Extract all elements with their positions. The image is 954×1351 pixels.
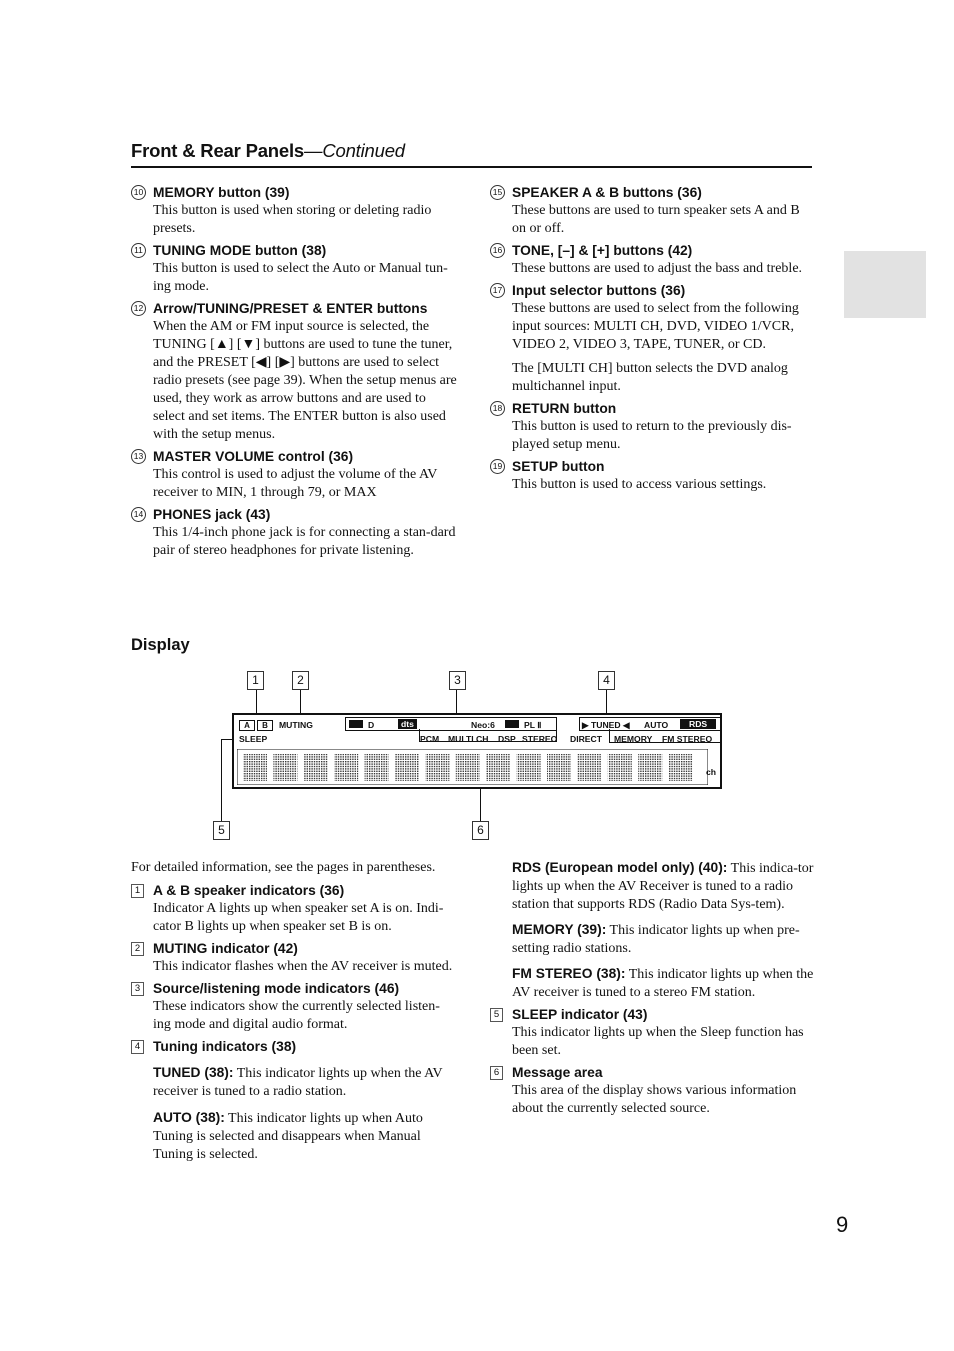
sub-paragraph <box>490 921 814 958</box>
sub-text: This indicator lights up when Auto Tuning is selected and disappears when Manual Tuning is selected. <box>153 1111 423 1162</box>
character-cell <box>304 754 328 781</box>
item-body: This button is used to access various settings. <box>512 477 767 492</box>
item-number: 6 <box>490 1066 503 1080</box>
fm-stereo-indicator: FM STEREO <box>662 734 713 744</box>
item-title: Source/listening mode indicators (46) <box>153 981 400 996</box>
item-title: RETURN button <box>512 401 617 416</box>
dts-indicator: dts <box>398 719 417 729</box>
ch-indicator: ch <box>706 767 717 777</box>
item-title: MEMORY button (39) <box>153 185 290 200</box>
list-item <box>131 300 457 444</box>
item-body: When the AM or FM input source is selected, the TUNING [▲] [▼] buttons are used to tune the tuner, and the PRESET [◀] [▶] buttons are used to select radio presets (see page 39). When the setup menus are used, they work as arrow buttons and are used to select and set items. The ENTER button is also used with the setup menus. <box>153 319 457 442</box>
left-column <box>131 184 457 564</box>
character-cell <box>395 754 419 781</box>
list-item <box>131 184 457 238</box>
list-item <box>131 506 457 560</box>
speaker-a-indicator: A <box>239 720 255 731</box>
list-item <box>490 458 814 494</box>
item-title: A & B speaker indicators (36) <box>153 883 345 898</box>
list-item <box>490 400 814 454</box>
list-item <box>131 242 457 296</box>
item-number: 4 <box>131 1040 144 1054</box>
header-rule <box>131 166 812 168</box>
pcm-indicator: PCM <box>420 734 440 744</box>
list-item <box>131 882 457 936</box>
item-body: These buttons are used to select from the following input sources: MULTI CH, DVD, VIDEO 1/VCR, VIDEO 2, VIDEO 3, TAPE, TUNER, or CD. <box>512 301 799 352</box>
item-number: 2 <box>131 942 144 956</box>
item-number: 11 <box>131 243 146 258</box>
item-body: This button is used to select the Auto or Manual tun-ing mode. <box>153 261 448 294</box>
header-continued: —Continued <box>304 140 405 161</box>
sub-paragraph <box>490 965 814 1002</box>
pl2-indicator: PL Ⅱ <box>524 720 542 730</box>
list-item <box>490 1064 814 1118</box>
item-title: Input selector buttons (36) <box>512 283 686 298</box>
item-body: This button is used when storing or deleting radio presets. <box>153 203 432 236</box>
item-body: This indicator lights up when the Sleep function has been set. <box>512 1025 804 1058</box>
sub-paragraph <box>153 1064 457 1101</box>
stereo-indicator: STEREO <box>522 734 558 744</box>
character-cell <box>547 754 571 781</box>
character-cell <box>486 754 510 781</box>
character-cell <box>669 754 693 781</box>
display-heading: Display <box>131 636 190 654</box>
leader-line-5 <box>221 739 222 821</box>
item-title: MASTER VOLUME control (36) <box>153 449 354 464</box>
character-cell <box>425 754 449 781</box>
page-number: 9 <box>836 1212 849 1237</box>
item-number: 12 <box>131 301 146 316</box>
character-cell <box>608 754 632 781</box>
item-body: These buttons are used to turn speaker sets A and B on or off. <box>512 203 800 236</box>
item-number: 16 <box>490 243 505 258</box>
character-cell <box>365 754 389 781</box>
item-number: 10 <box>131 185 146 200</box>
dolby-digital-indicator: D <box>368 720 375 730</box>
item-body: This control is used to adjust the volume of the AV receiver to MIN, 1 through 79, or MAX <box>153 467 438 500</box>
sub-lead: RDS (European model only) (40): <box>512 860 728 875</box>
callout-4: 4 <box>598 671 615 690</box>
character-cell <box>638 754 662 781</box>
display-legend-right <box>490 859 814 1122</box>
item-body: These indicators show the currently selected listen-ing mode and digital audio format. <box>153 999 440 1032</box>
list-item <box>131 1038 457 1164</box>
item-number: 14 <box>131 507 146 522</box>
muting-indicator: MUTING <box>279 720 313 730</box>
callout-5: 5 <box>213 821 230 840</box>
item-number: 5 <box>490 1008 503 1022</box>
list-item <box>490 282 814 396</box>
list-item <box>131 448 457 502</box>
dolby-pl-logo <box>505 720 519 728</box>
item-body: These buttons are used to adjust the bass and treble. <box>512 261 803 276</box>
item-number: 18 <box>490 401 505 416</box>
character-cell <box>577 754 601 781</box>
dsp-indicator: DSP <box>498 734 516 744</box>
item-body: This 1/4-inch phone jack is for connecting a stan-dard pair of stereo headphones for private listening. <box>153 525 456 558</box>
sub-text: This indicator lights up when the AV receiver is tuned to a radio station. <box>153 1066 443 1099</box>
list-item <box>131 940 457 976</box>
item-title: Message area <box>512 1065 603 1080</box>
message-area-graphic <box>237 749 708 785</box>
page-header <box>131 140 405 162</box>
item-number: 3 <box>131 982 144 996</box>
item-title: SPEAKER A & B buttons (36) <box>512 185 702 200</box>
side-tab <box>844 251 926 318</box>
sub-text: This indicator lights up when the AV receiver is tuned to a stereo FM station. <box>512 967 814 1000</box>
display-legend-left <box>131 882 457 1168</box>
header-title: Front & Rear Panels <box>131 140 305 161</box>
sub-lead: FM STEREO (38): <box>512 966 626 981</box>
right-column <box>490 184 814 498</box>
item-body: This area of the display shows various information about the currently selected source. <box>512 1083 797 1116</box>
item-number: 19 <box>490 459 505 474</box>
item-title: MUTING indicator (42) <box>153 941 298 956</box>
item-title: TONE, [–] & [+] buttons (42) <box>512 243 693 258</box>
tuned-indicator: ▶ TUNED ◀ <box>582 720 630 730</box>
dolby-digital-logo <box>349 720 363 728</box>
list-item <box>490 184 814 238</box>
sub-paragraph <box>490 859 814 914</box>
auto-indicator: AUTO <box>644 720 669 730</box>
sleep-indicator: SLEEP <box>239 734 268 744</box>
sub-lead: AUTO (38): <box>153 1110 225 1125</box>
item-title: Tuning indicators (38) <box>153 1039 297 1054</box>
item-body: This indicator flashes when the AV receiver is muted. <box>153 959 453 974</box>
multich-indicator: MULTI CH <box>448 734 489 744</box>
item-body: This button is used to return to the previously dis-played setup menu. <box>512 419 792 452</box>
sub-lead: TUNED (38): <box>153 1065 234 1080</box>
message-area-cells <box>243 754 693 781</box>
speaker-b-indicator: B <box>257 720 273 731</box>
neo6-indicator: Neo:6 <box>471 720 495 730</box>
item-title: SETUP button <box>512 459 605 474</box>
memory-indicator: MEMORY <box>614 734 653 744</box>
character-cell <box>243 754 267 781</box>
item-title: PHONES jack (43) <box>153 507 271 522</box>
item-title: Arrow/TUNING/PRESET & ENTER buttons <box>153 301 428 316</box>
item-body-extra: The [MULTI CH] button selects the DVD analog multichannel input. <box>512 361 788 394</box>
item-number: 17 <box>490 283 505 298</box>
leader-line-6 <box>480 787 481 821</box>
callout-6: 6 <box>472 821 489 840</box>
direct-indicator: DIRECT <box>570 734 602 744</box>
item-title: SLEEP indicator (43) <box>512 1007 648 1022</box>
item-number: 15 <box>490 185 505 200</box>
item-number: 13 <box>131 449 146 464</box>
item-body: Indicator A lights up when speaker set A is on. Indi-cator B lights up when speaker set B is on. <box>153 901 444 934</box>
item-title: TUNING MODE button (38) <box>153 243 327 258</box>
message-area <box>237 749 708 785</box>
callout-2: 2 <box>292 671 309 690</box>
sub-lead: MEMORY (39): <box>512 922 607 937</box>
rds-indicator: RDS <box>680 719 716 729</box>
sub-text: This indica-tor lights up when the AV Receiver is tuned to a radio station that supports RDS (Radio Data Sys-tem). <box>512 861 814 912</box>
character-cell <box>273 754 297 781</box>
list-item <box>490 1006 814 1060</box>
sub-text: This indicator lights up when pre-setting radio stations. <box>512 923 800 956</box>
sub-paragraph <box>153 1109 457 1164</box>
character-cell <box>334 754 358 781</box>
character-cell <box>456 754 480 781</box>
item-number: 1 <box>131 884 144 898</box>
callout-1: 1 <box>247 671 264 690</box>
list-item <box>490 242 814 278</box>
character-cell <box>517 754 541 781</box>
list-item <box>131 980 457 1034</box>
callout-3: 3 <box>449 671 466 690</box>
intro-text: For detailed information, see the pages in parentheses. <box>131 860 436 875</box>
